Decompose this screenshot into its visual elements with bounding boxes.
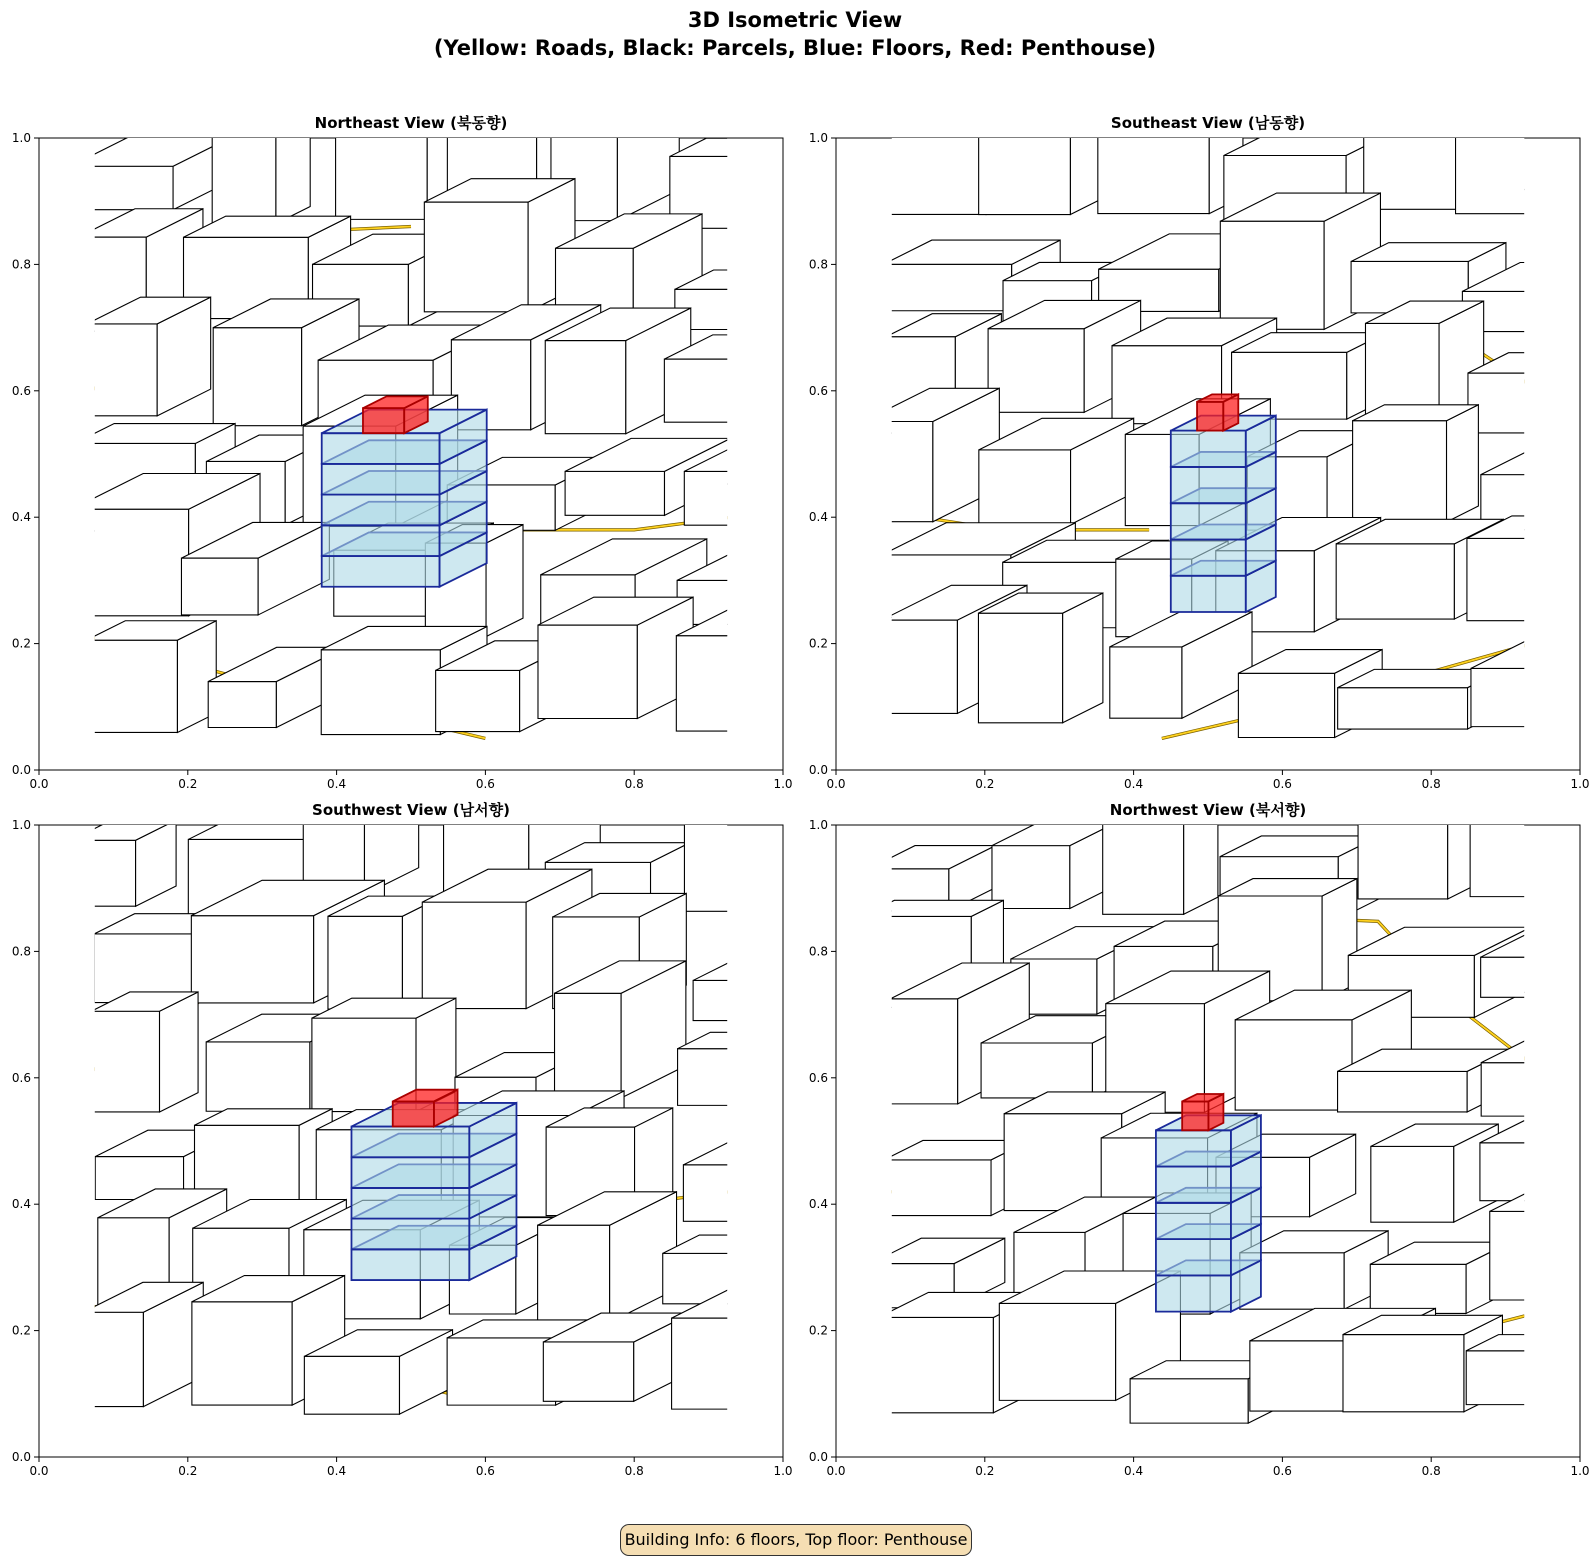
chart-subtitle: Northeast View (북동향) [314,114,508,132]
parcel-building-33-front [1130,1379,1248,1423]
parcel-building-23-front [1371,1146,1454,1222]
floor-2-front [1171,539,1246,575]
y-tick-label: 0.0 [11,1450,31,1464]
figure-title-line-2: (Yellow: Roads, Black: Parcels, Blue: Floors, Red: Penthouse) [433,36,1157,60]
parcel-building-35-front [538,625,637,718]
y-tick-label: 0.8 [808,944,828,959]
chart-panel-1 [12,88,882,791]
chart-panel-3 [12,774,855,1478]
parcel-building-3-front [1103,816,1184,915]
parcel-building-13-front [87,324,157,416]
x-tick-label: 0.0 [826,1464,846,1478]
x-tick-label: 0.2 [178,1464,198,1478]
chart-panel-4 [809,771,1590,1478]
x-tick-label: 0.4 [327,777,347,791]
penthouse-front [1197,402,1223,431]
parcel-building-6-side [799,138,835,228]
parcel-building-33-front [304,1356,399,1414]
y-tick-label: 0.2 [11,636,31,651]
y-tick-label: 1.0 [11,818,31,832]
parcel-building-14-front [988,329,1084,413]
x-tick-label: 1.0 [773,1464,793,1478]
y-tick-label: 0.8 [11,944,31,959]
parcel-building-5-front [1358,806,1448,899]
parcel-building-2-side [276,98,310,224]
parcel-building-16-front [1235,1020,1352,1110]
parcel-building-19-front [884,1160,991,1216]
parcel-building-9-front [328,916,402,1009]
parcel-building-10-front [422,902,526,1008]
y-tick-label: 0.4 [11,510,31,525]
y-tick-label: 0.2 [11,1323,31,1338]
floor-4-front [351,1157,469,1188]
figure-title-line-1: 3D Isometric View [687,8,903,32]
parcel-building-12-side [784,962,820,1020]
parcel-building-2-front [979,121,1071,215]
floor-5-front [1171,431,1246,467]
parcel-building-29-front [1336,544,1454,619]
parcel-building-36-side [1583,633,1590,727]
parcel-building-32-front [192,1302,292,1405]
parcel-building-7-front [883,264,1011,310]
parcel-building-5-top [551,91,679,122]
parcel-building-2-front [992,846,1070,909]
floor-4-front [1156,1167,1231,1203]
floor-5-front [1156,1130,1231,1166]
x-tick-label: 0.6 [1272,1464,1292,1478]
floor-1-front [1171,576,1246,612]
x-tick-label: 0.8 [624,777,644,791]
parcel-building-36-side [1585,1335,1590,1405]
parcel-building-34-front [1238,673,1334,737]
y-tick-label: 0.0 [808,763,828,777]
x-tick-label: 0.4 [1124,777,1144,791]
parcel-building-34-front [436,670,520,731]
y-tick-label: 0.2 [808,1323,828,1338]
parcel-building-6-top [1456,112,1590,132]
parcel-building-35-front [1338,688,1468,729]
floor-2-front [1156,1239,1231,1275]
y-tick-label: 0.6 [808,383,828,398]
x-tick-label: 0.8 [1421,1464,1441,1478]
floor-3-front [1171,503,1246,539]
parcel-building-31-front [87,640,178,732]
floor-4-front [1171,467,1246,503]
chart-subtitle: Northwest View (북서향) [1109,801,1307,819]
y-tick-label: 0.2 [808,636,828,651]
parcel-building-23-front [1353,421,1447,522]
parcel-building-35-front [543,1342,633,1401]
y-tick-label: 0.6 [808,1070,828,1085]
parcel-building-26-front [181,558,258,615]
parcel-building-13-side [160,992,199,1112]
parcel-building-32-front [978,613,1062,723]
parcel-building-31-front [878,1317,993,1412]
x-tick-label: 0.0 [29,777,49,791]
parcel-building-1-top [868,108,1021,125]
parcel-building-6-side [782,798,827,911]
parcel-building-30-side [1585,1177,1590,1300]
y-tick-label: 0.6 [11,1070,31,1085]
penthouse-front [363,408,404,433]
x-tick-label: 1.0 [773,777,793,791]
parcel-building-29-front [1370,1264,1466,1313]
floor-3-front [351,1188,469,1219]
x-tick-label: 0.0 [826,777,846,791]
parcel-building-2-front [212,115,276,224]
y-tick-label: 0.8 [11,257,31,272]
parcel-building-18-side [777,335,825,422]
parcel-building-23-front [565,471,664,515]
x-tick-label: 0.8 [624,1464,644,1478]
parcel-building-32-front [208,682,276,728]
x-tick-label: 0.6 [475,777,495,791]
parcel-building-6-top [684,798,827,820]
floor-1-front [322,556,440,587]
y-tick-label: 0.4 [11,1197,31,1212]
floor-1-front [1156,1275,1231,1311]
x-tick-label: 0.2 [975,777,995,791]
parcel-building-20-front [979,450,1071,525]
x-tick-label: 0.2 [975,1464,995,1478]
floor-2-front [351,1219,469,1250]
building-info-box: Building Info: 6 floors, Top floor: Penthouse [620,1524,972,1556]
parcel-building-17-front [1338,1071,1468,1112]
floor-4-front [322,464,440,495]
parcel-building-13-front [91,1011,159,1112]
parcel-building-32-front [999,1303,1115,1400]
x-tick-label: 1.0 [1570,777,1590,791]
parcel-building-31-front [882,620,958,713]
x-tick-label: 1.0 [1570,1464,1590,1478]
floor-5-front [351,1127,469,1158]
x-tick-label: 0.2 [178,777,198,791]
parcel-building-3-front [1098,126,1209,214]
y-tick-label: 0.0 [11,763,31,777]
parcel-building-29-front [538,1225,610,1322]
penthouse-front [1182,1101,1208,1130]
y-tick-label: 0.6 [11,383,31,398]
parcel-building-2-top [212,98,310,115]
y-tick-label: 0.4 [808,510,828,525]
floor-5-front [322,433,440,464]
parcel-building-3-top [303,774,418,801]
parcel-building-17-front [545,341,626,434]
x-tick-label: 0.6 [475,1464,495,1478]
x-tick-label: 0.4 [327,1464,347,1478]
x-tick-label: 0.8 [1421,777,1441,791]
floor-1-front [351,1249,469,1280]
floor-3-front [322,495,440,526]
y-tick-label: 0.4 [808,1197,828,1212]
floor-2-front [322,525,440,556]
parcel-building-10-front [1220,221,1324,329]
y-tick-label: 1.0 [11,131,31,145]
chart-subtitle: Southwest View (남서향) [312,801,510,819]
penthouse-front [393,1101,434,1126]
x-tick-label: 0.4 [1124,1464,1144,1478]
y-tick-label: 1.0 [808,131,828,145]
chart-subtitle: Southeast View (남동향) [1110,114,1306,132]
parcel-building-10-front [424,202,528,312]
parcel-building-4-top [447,88,587,113]
parcel-building-5-top [1364,101,1556,136]
x-tick-label: 0.6 [1272,777,1292,791]
parcel-building-3-front [336,137,428,219]
parcel-building-14-front [213,328,301,426]
floor-3-front [1156,1203,1231,1239]
parcel-building-34-front [447,1338,555,1405]
parcel-building-28-side [486,525,523,637]
y-tick-label: 0.0 [808,1450,828,1464]
parcel-building-13-front [890,999,957,1104]
parcel-building-8-front [191,916,313,1003]
parcel-building-33-front [1110,647,1182,718]
parcel-building-14-front [981,1043,1092,1098]
y-tick-label: 1.0 [808,818,828,832]
y-tick-label: 0.8 [808,257,828,272]
parcel-building-33-front [321,650,440,735]
chart-panel-2 [809,88,1590,791]
parcel-building-23-side [1447,405,1479,522]
parcel-building-32-side [1063,593,1103,723]
parcel-building-14-front [206,1042,310,1111]
parcel-building-17-front [555,993,622,1098]
parcel-building-35-front [1343,1335,1464,1412]
x-tick-label: 0.0 [29,1464,49,1478]
